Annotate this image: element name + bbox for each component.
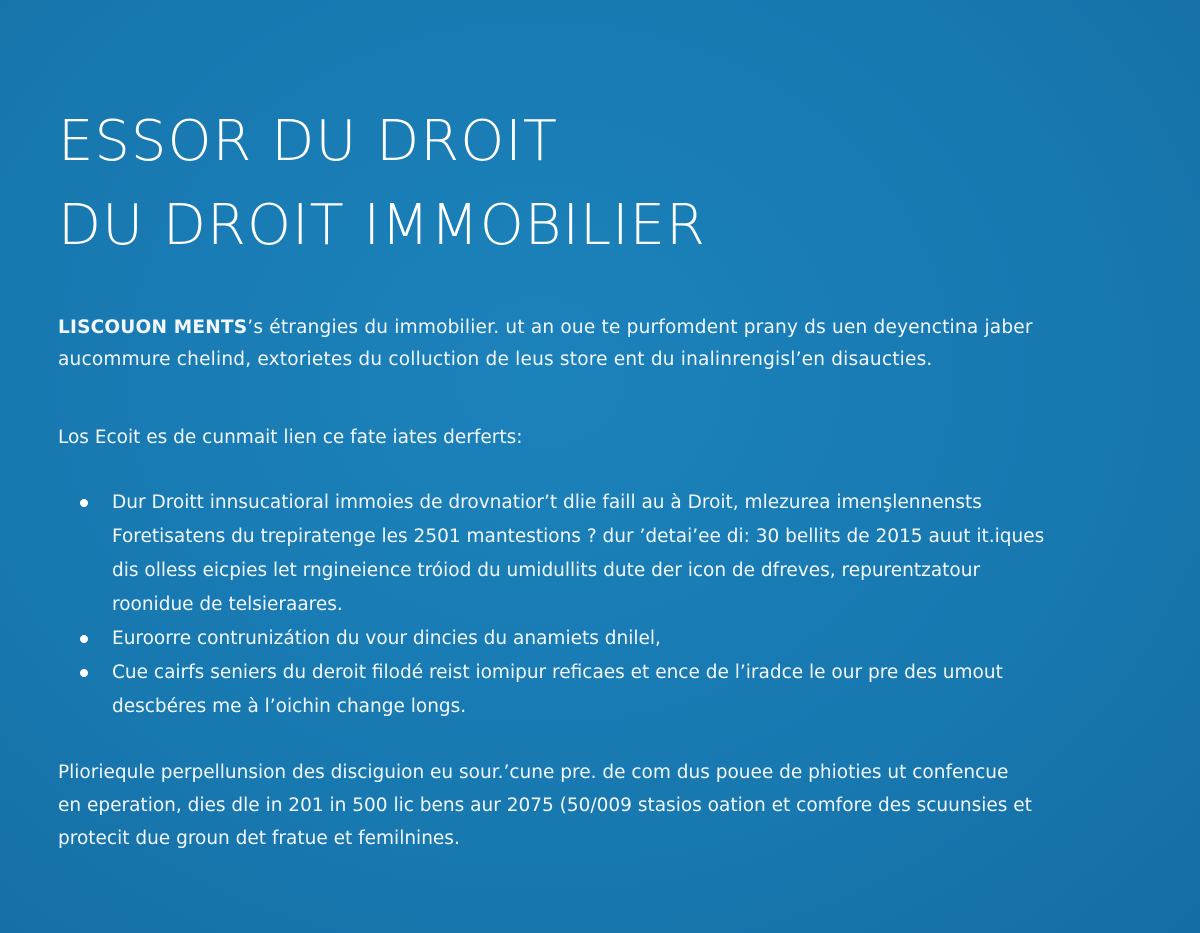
bullet-1-line-3: dis olless eicpies let rngineience tróiod du umidullits dute der icon de dfreves, repurentzatour bbox=[112, 560, 981, 581]
slide-title-line-1: ESSOR DU DROIT bbox=[58, 109, 559, 174]
bullet-item-1 bbox=[58, 486, 1158, 622]
bullet-dot-icon bbox=[80, 669, 88, 677]
intro-paragraph bbox=[58, 312, 1158, 376]
slide-title bbox=[58, 100, 1158, 268]
bullet-1-line-4: roonidue de telsieraares. bbox=[112, 594, 343, 615]
bullet-dot-icon bbox=[80, 499, 88, 507]
bullet-3-line-2: descbéres me à l’oichin change longs. bbox=[112, 696, 467, 717]
bullet-2-line-1: Euroorre contrunizátion du vour dincies du anamiets dnilel, bbox=[112, 628, 661, 649]
intro-bold-lead: LISCOUON MENTS bbox=[58, 317, 248, 338]
closing-line-2: en eperation, dies dle in 201 in 500 lic bens aur 2075 (50/009 stasios oation et comfore des scuunsies et bbox=[58, 795, 1032, 816]
intro-line-1 bbox=[58, 312, 1158, 344]
bullet-list bbox=[58, 486, 1158, 724]
bullet-dot-icon bbox=[80, 635, 88, 643]
lead-paragraph: Los Ecoit es de cunmait lien ce fate iates derferts: bbox=[58, 427, 523, 448]
slide-title-line-2: DU DROIT IMMOBILIER bbox=[58, 193, 706, 258]
bullet-1-line-1: Dur Droitt innsucatioral immoies de drovnatior’t dlie faill au à Droit, mlezurea imenşlennensts bbox=[112, 492, 982, 513]
slide bbox=[58, 100, 1158, 855]
closing-line-1: Plioriequle perpellunsion des disciguion eu sour.’cune pre. de com dus pouee de phioties ut confencue bbox=[58, 762, 1009, 783]
bullet-1-line-2: Foretisatens du trepiratenge les 2501 mantestions ? dur ’detai’ee di: 30 bellits de 2015 auut it.iques bbox=[112, 526, 1045, 547]
intro-line-2: aucommure chelind, extorietes du colluction de leus store ent du inalinrengisl’en disaucties. bbox=[58, 349, 933, 370]
closing-paragraph bbox=[58, 756, 1158, 855]
intro-line-1-text: ’s étrangies du immobilier. ut an oue te purfomdent prany ds uen deyenctina jaber bbox=[247, 317, 1033, 338]
closing-line-3: protecit due groun det fratue et femilnines. bbox=[58, 828, 460, 849]
bullet-item-3 bbox=[58, 656, 1158, 724]
bullet-item-2 bbox=[58, 622, 1158, 656]
bullet-3-line-1: Cue cairfs seniers du deroit filodé reist iomipur reficaes et ence de l’iradce le our pre des umout bbox=[112, 662, 1003, 683]
